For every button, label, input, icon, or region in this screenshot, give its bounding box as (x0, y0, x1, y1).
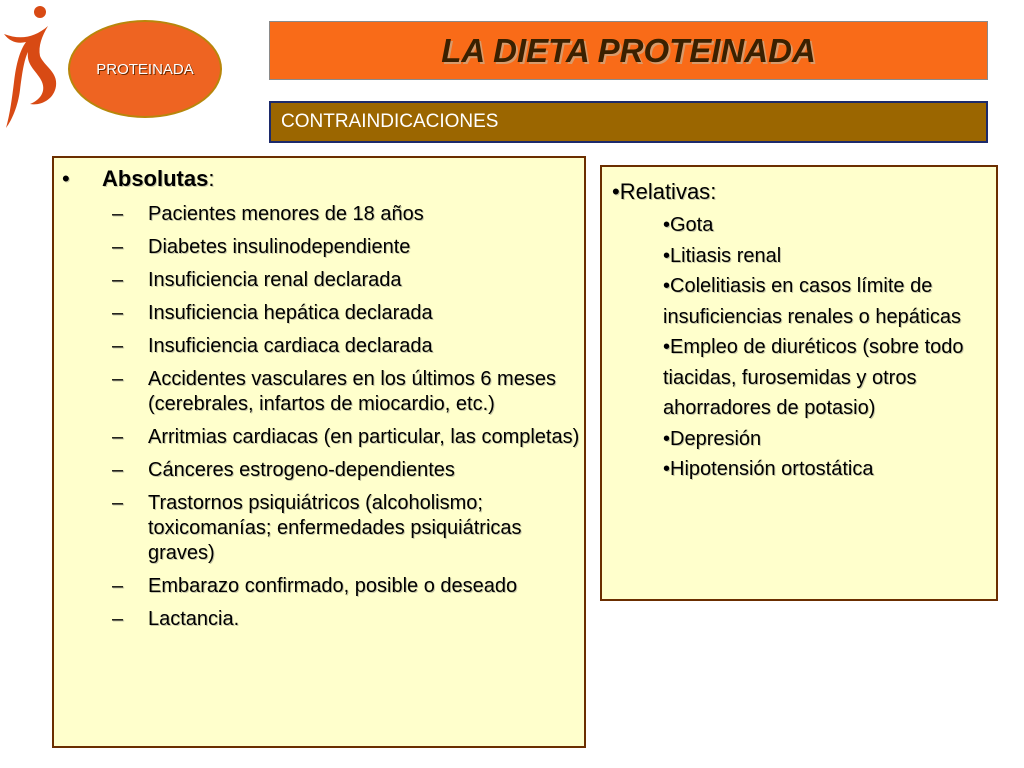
bullet-icon: • (62, 166, 70, 191)
list-item: – Pacientes menores de 18 años (112, 203, 424, 225)
bullet-icon: • (612, 179, 620, 204)
list-item: – Lactancia. (112, 608, 240, 630)
list-item: – Accidentes vasculares en los últimos 6 meses (cerebrales, infartos de miocardio, etc.) (112, 368, 556, 415)
dash-icon: – (112, 368, 124, 390)
list-item: – Cánceres estrogeno-dependientes (112, 459, 455, 481)
list-item: – Insuficiencia renal declarada (112, 269, 402, 291)
figure-logo-icon (0, 0, 70, 140)
section-subtitle: CONTRAINDICACIONES (281, 111, 499, 132)
relativas-panel (600, 165, 998, 601)
list-item: – Arritmias cardiacas (en particular, las completas) (112, 426, 580, 448)
list-item: – Diabetes insulinodependiente (112, 236, 411, 258)
dash-icon: – (112, 269, 124, 291)
heading-colon: : (208, 166, 215, 191)
absolutas-heading-line (62, 166, 214, 192)
dash-icon: – (112, 459, 124, 481)
list-item: •Hipotensión ortostática (663, 458, 874, 480)
list-item: •Gota (663, 214, 714, 236)
heading-colon: : (710, 179, 717, 204)
absolutas-heading: Absolutas (102, 166, 209, 191)
dash-icon: – (112, 492, 124, 514)
relativas-list (663, 210, 988, 485)
subtitle-bar (269, 101, 988, 143)
dash-icon: – (112, 608, 124, 630)
list-item: – Insuficiencia cardiaca declarada (112, 335, 433, 357)
title-bar (269, 21, 988, 80)
dash-icon: – (112, 335, 124, 357)
page-title: LA DIETA PROTEINADA (441, 31, 816, 69)
dash-icon: – (112, 302, 124, 324)
proteinada-badge (68, 20, 222, 118)
list-item: – Insuficiencia hepática declarada (112, 302, 433, 324)
relativas-heading: Relativas (619, 179, 711, 204)
list-item: •Empleo de diuréticos (sobre todo tiacidas, furosemidas y otros ahorradores de potasio) (663, 336, 964, 419)
list-item: – Embarazo confirmado, posible o deseado (112, 575, 518, 597)
dash-icon: – (112, 426, 124, 448)
dash-icon: – (112, 575, 124, 597)
absolutas-list (112, 202, 580, 640)
list-item: •Depresión (663, 427, 762, 450)
list-item: •Litiasis renal (663, 244, 782, 267)
list-item: •Colelitiasis en casos límite de insuficiencias renales o hepáticas (663, 275, 961, 328)
dash-icon: – (112, 203, 124, 225)
list-item: – Trastornos psiquiátricos (alcoholismo; toxicomanías; enfermedades psiquiátricas graves) (112, 492, 522, 564)
badge-text: PROTEINADA (96, 60, 194, 78)
relativas-heading-line (612, 179, 716, 205)
absolutas-panel (52, 156, 586, 748)
dash-icon: – (112, 236, 124, 258)
